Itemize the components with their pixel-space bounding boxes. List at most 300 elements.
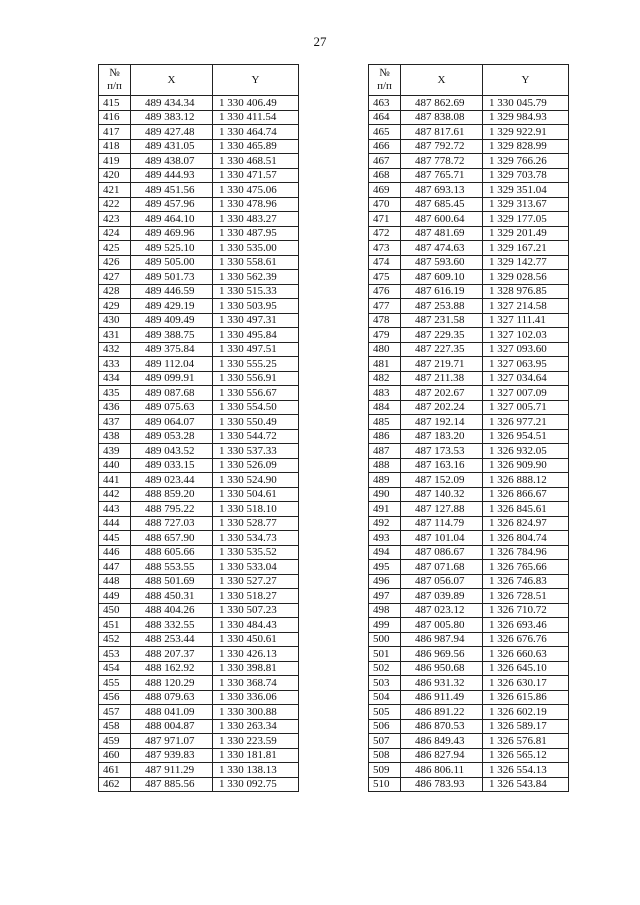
point-number-cell: 457 — [99, 705, 131, 720]
y-coordinate-cell: 1 330 562.39 — [213, 270, 299, 285]
point-number-cell: 439 — [99, 444, 131, 459]
point-number-cell: 445 — [99, 531, 131, 546]
x-coordinate-cell: 488 253.44 — [131, 632, 213, 647]
point-number-cell: 472 — [369, 226, 401, 241]
table-row — [369, 357, 569, 372]
point-number-cell: 507 — [369, 734, 401, 749]
y-coordinate-cell: 1 330 537.33 — [213, 444, 299, 459]
x-coordinate-cell: 489 505.00 — [131, 255, 213, 270]
table-row — [99, 458, 299, 473]
y-coordinate-cell: 1 329 142.77 — [483, 255, 569, 270]
y-coordinate-cell: 1 330 411.54 — [213, 110, 299, 125]
table-row — [369, 589, 569, 604]
x-coordinate-cell: 486 849.43 — [401, 734, 483, 749]
x-coordinate-cell: 487 211.38 — [401, 371, 483, 386]
point-number-cell: 486 — [369, 429, 401, 444]
table-row — [99, 386, 299, 401]
point-number-cell: 441 — [99, 473, 131, 488]
point-number-cell: 426 — [99, 255, 131, 270]
x-coordinate-cell: 487 173.53 — [401, 444, 483, 459]
point-number-cell: 437 — [99, 415, 131, 430]
table-body-right — [369, 96, 569, 792]
y-coordinate-cell: 1 327 063.95 — [483, 357, 569, 372]
table-row — [99, 502, 299, 517]
table-row — [99, 777, 299, 792]
point-number-cell: 487 — [369, 444, 401, 459]
y-coordinate-cell: 1 327 007.09 — [483, 386, 569, 401]
table-row — [99, 748, 299, 763]
y-coordinate-cell: 1 326 866.67 — [483, 487, 569, 502]
y-coordinate-cell: 1 330 535.00 — [213, 241, 299, 256]
table-row — [369, 139, 569, 154]
point-number-cell: 484 — [369, 400, 401, 415]
table-row — [369, 545, 569, 560]
table-row — [99, 139, 299, 154]
table-row — [369, 168, 569, 183]
point-number-cell: 422 — [99, 197, 131, 212]
y-coordinate-cell: 1 326 888.12 — [483, 473, 569, 488]
x-coordinate-cell: 488 727.03 — [131, 516, 213, 531]
y-coordinate-cell: 1 330 484.43 — [213, 618, 299, 633]
x-coordinate-cell: 489 525.10 — [131, 241, 213, 256]
y-coordinate-cell: 1 327 005.71 — [483, 400, 569, 415]
y-coordinate-cell: 1 330 398.81 — [213, 661, 299, 676]
table-row — [99, 574, 299, 589]
x-coordinate-cell: 488 079.63 — [131, 690, 213, 705]
point-number-cell: 474 — [369, 255, 401, 270]
y-coordinate-cell: 1 329 703.78 — [483, 168, 569, 183]
point-number-cell: 418 — [99, 139, 131, 154]
y-coordinate-cell: 1 326 565.12 — [483, 748, 569, 763]
x-coordinate-cell: 487 163.16 — [401, 458, 483, 473]
point-number-cell: 509 — [369, 763, 401, 778]
table-row — [369, 516, 569, 531]
y-coordinate-cell: 1 330 475.06 — [213, 183, 299, 198]
y-coordinate-cell: 1 329 984.93 — [483, 110, 569, 125]
coordinates-table-left — [98, 64, 299, 792]
y-coordinate-cell: 1 327 214.58 — [483, 299, 569, 314]
y-coordinate-cell: 1 326 676.76 — [483, 632, 569, 647]
x-coordinate-cell: 487 023.12 — [401, 603, 483, 618]
point-number-cell: 510 — [369, 777, 401, 792]
x-coordinate-cell: 488 332.55 — [131, 618, 213, 633]
x-coordinate-cell: 486 931.32 — [401, 676, 483, 691]
point-number-cell: 480 — [369, 342, 401, 357]
table-row — [369, 705, 569, 720]
table-row — [99, 603, 299, 618]
point-number-cell: 435 — [99, 386, 131, 401]
header-number — [369, 65, 401, 96]
table-row — [99, 705, 299, 720]
point-number-cell: 456 — [99, 690, 131, 705]
y-coordinate-cell: 1 330 534.73 — [213, 531, 299, 546]
x-coordinate-cell: 489 053.28 — [131, 429, 213, 444]
table-row — [369, 183, 569, 198]
x-coordinate-cell: 487 609.10 — [401, 270, 483, 285]
point-number-cell: 448 — [99, 574, 131, 589]
y-coordinate-cell: 1 326 693.46 — [483, 618, 569, 633]
table-row — [369, 661, 569, 676]
table-row — [369, 719, 569, 734]
x-coordinate-cell: 487 219.71 — [401, 357, 483, 372]
y-coordinate-cell: 1 330 544.72 — [213, 429, 299, 444]
x-coordinate-cell: 489 434.34 — [131, 96, 213, 111]
y-coordinate-cell: 1 330 528.77 — [213, 516, 299, 531]
table-row — [369, 299, 569, 314]
y-coordinate-cell: 1 326 645.10 — [483, 661, 569, 676]
y-coordinate-cell: 1 326 845.61 — [483, 502, 569, 517]
table-row — [99, 647, 299, 662]
table-row — [369, 415, 569, 430]
y-coordinate-cell: 1 326 932.05 — [483, 444, 569, 459]
table-row — [99, 531, 299, 546]
table-row — [369, 748, 569, 763]
x-coordinate-cell: 486 870.53 — [401, 719, 483, 734]
y-coordinate-cell: 1 326 630.17 — [483, 676, 569, 691]
x-coordinate-cell: 488 795.22 — [131, 502, 213, 517]
point-number-cell: 421 — [99, 183, 131, 198]
x-coordinate-cell: 487 616.19 — [401, 284, 483, 299]
x-coordinate-cell: 487 192.14 — [401, 415, 483, 430]
point-number-cell: 485 — [369, 415, 401, 430]
x-coordinate-cell: 489 087.68 — [131, 386, 213, 401]
table-row — [99, 444, 299, 459]
page-number: 27 — [313, 34, 327, 49]
header-x: X — [401, 65, 483, 96]
x-coordinate-cell: 487 600.64 — [401, 212, 483, 227]
y-coordinate-cell: 1 326 615.86 — [483, 690, 569, 705]
point-number-cell: 488 — [369, 458, 401, 473]
table-row — [99, 690, 299, 705]
table-row — [369, 284, 569, 299]
x-coordinate-cell: 489 383.12 — [131, 110, 213, 125]
table-row — [369, 502, 569, 517]
point-number-cell: 416 — [99, 110, 131, 125]
table-row — [99, 661, 299, 676]
y-coordinate-cell: 1 326 977.21 — [483, 415, 569, 430]
y-coordinate-cell: 1 329 177.05 — [483, 212, 569, 227]
table-row — [369, 574, 569, 589]
table-row — [99, 313, 299, 328]
y-coordinate-cell: 1 327 111.41 — [483, 313, 569, 328]
table-row — [369, 632, 569, 647]
table-row — [369, 226, 569, 241]
y-coordinate-cell: 1 330 468.51 — [213, 154, 299, 169]
x-coordinate-cell: 487 911.29 — [131, 763, 213, 778]
point-number-cell: 462 — [99, 777, 131, 792]
table-row — [369, 676, 569, 691]
table-row — [369, 96, 569, 111]
x-coordinate-cell: 487 071.68 — [401, 560, 483, 575]
table-row — [99, 632, 299, 647]
point-number-cell: 430 — [99, 313, 131, 328]
point-number-cell: 461 — [99, 763, 131, 778]
table-row — [99, 270, 299, 285]
table-row — [99, 415, 299, 430]
y-coordinate-cell: 1 330 045.79 — [483, 96, 569, 111]
y-coordinate-cell: 1 330 503.95 — [213, 299, 299, 314]
table-row — [369, 734, 569, 749]
point-number-cell: 427 — [99, 270, 131, 285]
table-row — [99, 719, 299, 734]
x-coordinate-cell: 487 253.88 — [401, 299, 483, 314]
header-number — [99, 65, 131, 96]
table-row — [99, 400, 299, 415]
y-coordinate-cell: 1 329 028.56 — [483, 270, 569, 285]
table-row — [99, 168, 299, 183]
x-coordinate-cell: 487 792.72 — [401, 139, 483, 154]
point-number-cell: 465 — [369, 125, 401, 140]
y-coordinate-cell: 1 330 524.90 — [213, 473, 299, 488]
y-coordinate-cell: 1 330 263.34 — [213, 719, 299, 734]
x-coordinate-cell: 489 112.04 — [131, 357, 213, 372]
point-number-cell: 463 — [369, 96, 401, 111]
y-coordinate-cell: 1 330 471.57 — [213, 168, 299, 183]
x-coordinate-cell: 487 838.08 — [401, 110, 483, 125]
x-coordinate-cell: 487 778.72 — [401, 154, 483, 169]
point-number-cell: 429 — [99, 299, 131, 314]
x-coordinate-cell: 487 939.83 — [131, 748, 213, 763]
x-coordinate-cell: 489 451.56 — [131, 183, 213, 198]
y-coordinate-cell: 1 326 554.13 — [483, 763, 569, 778]
header-number-abbr: п/п — [107, 80, 122, 92]
table-row — [99, 357, 299, 372]
x-coordinate-cell: 487 971.07 — [131, 734, 213, 749]
table-row — [369, 458, 569, 473]
x-coordinate-cell: 486 827.94 — [401, 748, 483, 763]
y-coordinate-cell: 1 326 660.63 — [483, 647, 569, 662]
y-coordinate-cell: 1 330 406.49 — [213, 96, 299, 111]
x-coordinate-cell: 487 593.60 — [401, 255, 483, 270]
y-coordinate-cell: 1 330 556.67 — [213, 386, 299, 401]
y-coordinate-cell: 1 330 465.89 — [213, 139, 299, 154]
x-coordinate-cell: 489 464.10 — [131, 212, 213, 227]
y-coordinate-cell: 1 326 765.66 — [483, 560, 569, 575]
y-coordinate-cell: 1 330 478.96 — [213, 197, 299, 212]
point-number-cell: 438 — [99, 429, 131, 444]
point-number-cell: 495 — [369, 560, 401, 575]
y-coordinate-cell: 1 326 804.74 — [483, 531, 569, 546]
y-coordinate-cell: 1 330 483.27 — [213, 212, 299, 227]
point-number-cell: 483 — [369, 386, 401, 401]
x-coordinate-cell: 487 114.79 — [401, 516, 483, 531]
point-number-cell: 506 — [369, 719, 401, 734]
y-coordinate-cell: 1 330 487.95 — [213, 226, 299, 241]
point-number-cell: 447 — [99, 560, 131, 575]
point-number-cell: 497 — [369, 589, 401, 604]
x-coordinate-cell: 488 162.92 — [131, 661, 213, 676]
x-coordinate-cell: 487 227.35 — [401, 342, 483, 357]
table-row — [369, 647, 569, 662]
point-number-cell: 453 — [99, 647, 131, 662]
y-coordinate-cell: 1 330 368.74 — [213, 676, 299, 691]
table-row — [369, 618, 569, 633]
point-number-cell: 501 — [369, 647, 401, 662]
x-coordinate-cell: 488 859.20 — [131, 487, 213, 502]
point-number-cell: 476 — [369, 284, 401, 299]
x-coordinate-cell: 489 457.96 — [131, 197, 213, 212]
table-header-row — [369, 65, 569, 96]
header-y: Y — [213, 65, 299, 96]
point-number-cell: 454 — [99, 661, 131, 676]
point-number-cell: 468 — [369, 168, 401, 183]
point-number-cell: 444 — [99, 516, 131, 531]
x-coordinate-cell: 489 429.19 — [131, 299, 213, 314]
x-coordinate-cell: 488 605.66 — [131, 545, 213, 560]
table-row — [99, 212, 299, 227]
table-row — [99, 110, 299, 125]
x-coordinate-cell: 489 023.44 — [131, 473, 213, 488]
point-number-cell: 481 — [369, 357, 401, 372]
point-number-cell: 502 — [369, 661, 401, 676]
table-row — [99, 328, 299, 343]
x-coordinate-cell: 487 817.61 — [401, 125, 483, 140]
table-row — [99, 299, 299, 314]
y-coordinate-cell: 1 329 313.67 — [483, 197, 569, 212]
y-coordinate-cell: 1 330 300.88 — [213, 705, 299, 720]
point-number-cell: 499 — [369, 618, 401, 633]
table-row — [99, 734, 299, 749]
table-row — [369, 531, 569, 546]
point-number-cell: 451 — [99, 618, 131, 633]
point-number-cell: 417 — [99, 125, 131, 140]
y-coordinate-cell: 1 330 507.23 — [213, 603, 299, 618]
table-row — [99, 487, 299, 502]
point-number-cell: 479 — [369, 328, 401, 343]
table-row — [369, 154, 569, 169]
point-number-cell: 419 — [99, 154, 131, 169]
table-row — [369, 763, 569, 778]
y-coordinate-cell: 1 326 824.97 — [483, 516, 569, 531]
x-coordinate-cell: 487 039.89 — [401, 589, 483, 604]
y-coordinate-cell: 1 326 710.72 — [483, 603, 569, 618]
x-coordinate-cell: 489 469.96 — [131, 226, 213, 241]
x-coordinate-cell: 488 553.55 — [131, 560, 213, 575]
y-coordinate-cell: 1 330 464.74 — [213, 125, 299, 140]
point-number-cell: 424 — [99, 226, 131, 241]
table-row — [99, 429, 299, 444]
table-row — [369, 241, 569, 256]
x-coordinate-cell: 487 862.69 — [401, 96, 483, 111]
x-coordinate-cell: 487 056.07 — [401, 574, 483, 589]
table-row — [369, 603, 569, 618]
y-coordinate-cell: 1 326 728.51 — [483, 589, 569, 604]
header-x: X — [131, 65, 213, 96]
x-coordinate-cell: 489 427.48 — [131, 125, 213, 140]
x-coordinate-cell: 487 005.80 — [401, 618, 483, 633]
y-coordinate-cell: 1 326 784.96 — [483, 545, 569, 560]
point-number-cell: 466 — [369, 139, 401, 154]
x-coordinate-cell: 487 086.67 — [401, 545, 483, 560]
x-coordinate-cell: 487 231.58 — [401, 313, 483, 328]
y-coordinate-cell: 1 329 167.21 — [483, 241, 569, 256]
x-coordinate-cell: 487 474.63 — [401, 241, 483, 256]
point-number-cell: 431 — [99, 328, 131, 343]
x-coordinate-cell: 487 685.45 — [401, 197, 483, 212]
y-coordinate-cell: 1 330 497.51 — [213, 342, 299, 357]
y-coordinate-cell: 1 326 746.83 — [483, 574, 569, 589]
y-coordinate-cell: 1 326 576.81 — [483, 734, 569, 749]
point-number-cell: 458 — [99, 719, 131, 734]
table-row — [369, 371, 569, 386]
coordinates-table-right — [368, 64, 569, 792]
point-number-cell: 496 — [369, 574, 401, 589]
point-number-cell: 505 — [369, 705, 401, 720]
y-coordinate-cell: 1 330 535.52 — [213, 545, 299, 560]
point-number-cell: 508 — [369, 748, 401, 763]
y-coordinate-cell: 1 326 909.90 — [483, 458, 569, 473]
table-row — [369, 255, 569, 270]
table-row — [99, 676, 299, 691]
y-coordinate-cell: 1 326 589.17 — [483, 719, 569, 734]
table-row — [99, 183, 299, 198]
x-coordinate-cell: 487 101.04 — [401, 531, 483, 546]
y-coordinate-cell: 1 329 828.99 — [483, 139, 569, 154]
x-coordinate-cell: 489 075.63 — [131, 400, 213, 415]
x-coordinate-cell: 489 501.73 — [131, 270, 213, 285]
point-number-cell: 491 — [369, 502, 401, 517]
table-row — [369, 560, 569, 575]
y-coordinate-cell: 1 330 550.49 — [213, 415, 299, 430]
header-y: Y — [483, 65, 569, 96]
point-number-cell: 425 — [99, 241, 131, 256]
x-coordinate-cell: 489 375.84 — [131, 342, 213, 357]
point-number-cell: 455 — [99, 676, 131, 691]
x-coordinate-cell: 486 783.93 — [401, 777, 483, 792]
x-coordinate-cell: 489 099.91 — [131, 371, 213, 386]
table-row — [369, 270, 569, 285]
table-row — [369, 328, 569, 343]
table-row — [99, 154, 299, 169]
x-coordinate-cell: 488 004.87 — [131, 719, 213, 734]
table-header-row — [99, 65, 299, 96]
point-number-cell: 432 — [99, 342, 131, 357]
x-coordinate-cell: 486 950.68 — [401, 661, 483, 676]
point-number-cell: 492 — [369, 516, 401, 531]
x-coordinate-cell: 489 388.75 — [131, 328, 213, 343]
x-coordinate-cell: 487 229.35 — [401, 328, 483, 343]
x-coordinate-cell: 487 127.88 — [401, 502, 483, 517]
table-row — [99, 473, 299, 488]
point-number-cell: 428 — [99, 284, 131, 299]
table-row — [99, 284, 299, 299]
x-coordinate-cell: 489 431.05 — [131, 139, 213, 154]
point-number-cell: 434 — [99, 371, 131, 386]
point-number-cell: 449 — [99, 589, 131, 604]
table-row — [99, 589, 299, 604]
point-number-cell: 443 — [99, 502, 131, 517]
point-number-cell: 452 — [99, 632, 131, 647]
point-number-cell: 471 — [369, 212, 401, 227]
point-number-cell: 503 — [369, 676, 401, 691]
table-row — [99, 241, 299, 256]
y-coordinate-cell: 1 329 766.26 — [483, 154, 569, 169]
point-number-cell: 498 — [369, 603, 401, 618]
point-number-cell: 494 — [369, 545, 401, 560]
table-row — [369, 342, 569, 357]
y-coordinate-cell: 1 327 034.64 — [483, 371, 569, 386]
y-coordinate-cell: 1 330 533.04 — [213, 560, 299, 575]
point-number-cell: 478 — [369, 313, 401, 328]
point-number-cell: 415 — [99, 96, 131, 111]
point-number-cell: 473 — [369, 241, 401, 256]
table-row — [99, 618, 299, 633]
table-row — [99, 371, 299, 386]
table-row — [99, 545, 299, 560]
point-number-cell: 482 — [369, 371, 401, 386]
x-coordinate-cell: 486 806.11 — [401, 763, 483, 778]
x-coordinate-cell: 489 438.07 — [131, 154, 213, 169]
